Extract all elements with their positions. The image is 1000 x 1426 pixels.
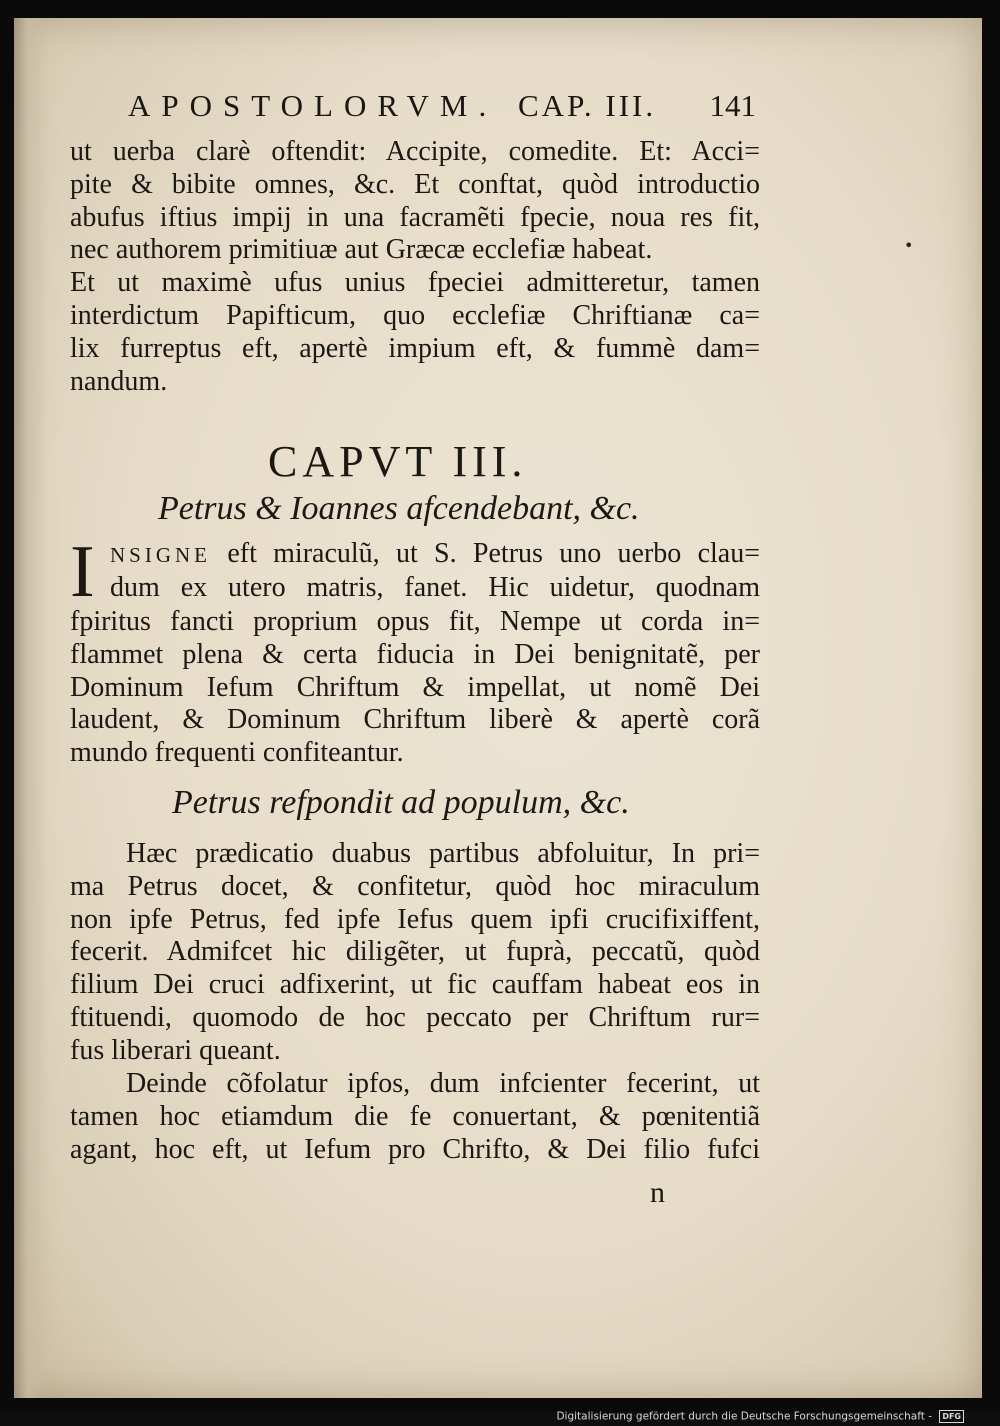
first-line-rest: eft miraculũ, ut S. Petrus uno uerbo clau= — [227, 538, 761, 569]
subheading-2: Petrus refpondit ad populum, &c. — [172, 784, 630, 821]
text-line — [70, 538, 760, 572]
text-line: mundo frequenti confiteantur. — [70, 737, 404, 769]
text-block-top — [70, 136, 760, 398]
page-number: 141 — [709, 88, 756, 123]
text-line: Et ut maximè ufus unius fpeciei admitteretur, tamen — [70, 267, 760, 299]
text-line: laudent, & Dominum Chriftum liberè & apertè corã — [70, 704, 760, 736]
text-line: tamen hoc etiamdum die fe conuertant, & pœnitentiã — [70, 1100, 760, 1132]
text-line: agant, hoc eft, ut Iefum pro Chrifto, & Dei filio fufci — [70, 1133, 760, 1165]
text-line: fus liberari queant. — [70, 1034, 281, 1066]
paragraph-3 — [70, 1068, 760, 1166]
text-line: flammet plena & certa fiducia in Dei benignitatẽ, per — [70, 638, 760, 670]
chapter-title: CAPVT III. — [268, 437, 528, 486]
text-line: abufus iftius impij in una facramẽti fpecie, noua res fit, — [70, 201, 760, 233]
text-line: Deinde cõfolatur ipfos, dum infcienter fecerint, ut — [126, 1068, 760, 1099]
digitization-credit — [556, 1410, 964, 1423]
text-line: non ipfe Petrus, fed ipfe Iefus quem ipfi crucifixiffent, — [70, 903, 760, 935]
text-line: nec authorem primitiuæ aut Græcæ ecclefiæ habeat. — [70, 234, 653, 266]
text-line: lix furreptus eft, apertè impium eft, & fummè dam= — [70, 332, 760, 364]
credit-text: Digitalisierung gefördert durch die Deutsche Forschungsgemeinschaft - — [556, 1410, 932, 1423]
text-line: pite & bibite omnes, &c. Et conftat, quòd introductio — [70, 168, 760, 200]
running-title: APOSTOLORVM. — [128, 88, 498, 123]
running-header — [128, 88, 756, 138]
text-line: fecerit. Admifcet hic diligẽter, ut fuprà, peccatũ, quòd — [70, 936, 760, 968]
text-line: Hæc prædicatio duabus partibus abfoluitur, In pri= — [126, 838, 760, 869]
text-line: Dominum Iefum Chriftum & impellat, ut nomẽ Dei — [70, 671, 760, 703]
text-line: nandum. — [70, 365, 168, 397]
first-word-smallcaps: NSIGNE — [110, 543, 211, 567]
text-line: ftituendi, quomodo de hoc peccato per Chriftum rur= — [70, 1001, 760, 1033]
ink-speck: • — [904, 236, 914, 255]
dfg-logo: DFG — [939, 1410, 964, 1423]
catchword: n — [650, 1176, 665, 1209]
page-gutter-shadow — [14, 18, 48, 1398]
text-line: ut uerba clarè oftendit: Accipite, comedite. Et: Acci= — [70, 136, 760, 167]
text-line: interdictum Papifticum, quo ecclefiæ Chriftianæ ca= — [70, 299, 760, 331]
subheading-1: Petrus & Ioannes afcendebant, &c. — [158, 490, 640, 527]
paragraph-2 — [70, 838, 760, 1068]
text-line: filium Dei cruci adfixerint, ut fic cauffam habeat eos in — [70, 969, 760, 1001]
text-line: dum ex utero matris, fanet. Hic uidetur, quodnam — [110, 571, 760, 603]
text-line: fpiritus fancti proprium opus fit, Nempe ut corda in= — [70, 606, 760, 637]
running-chapter: CAP. III. — [518, 88, 657, 123]
paragraph-1 — [70, 531, 761, 770]
text-line: ma Petrus docet, & confitetur, quòd hoc miraculum — [70, 870, 760, 902]
drop-cap: I — [70, 531, 95, 613]
